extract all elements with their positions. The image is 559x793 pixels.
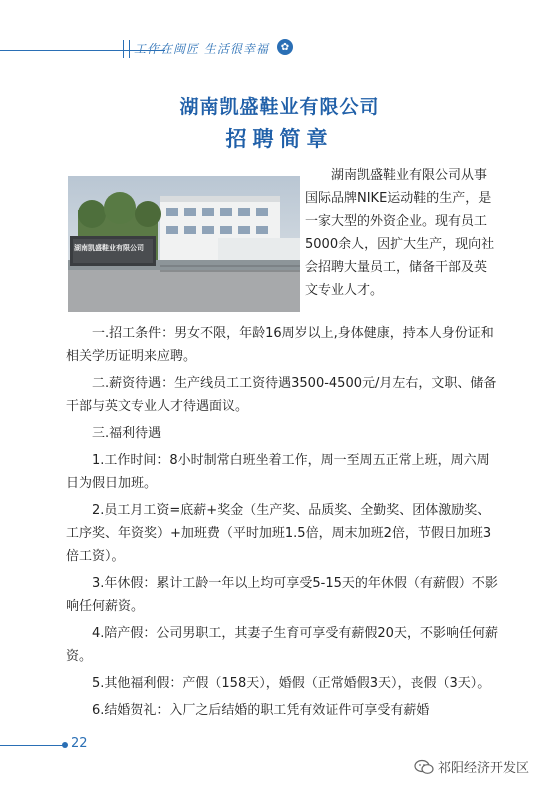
section-conditions: 一.招工条件：男女不限，年龄16周岁以上,身体健康，持本人身份证和相关学历证明来应聘。 xyxy=(66,326,494,364)
footer-dot xyxy=(62,742,68,748)
intro-text: 湖南凯盛鞋业有限公司从事国际品牌NIKE运动鞋的生产，是一家大型的外资企业。现有员工5000余人，因扩大生产，现向社会招聘大量员工，储备干部及英文专业人才。 xyxy=(305,168,495,298)
benefit-wedding-gift: 6.结婚贺礼：入厂之后结婚的职工凭有效证件可享受有薪婚 xyxy=(92,703,430,718)
benefit-other-leave: 5.其他福利假：产假（158天），婚假（正常婚假3天），丧假（3天）。 xyxy=(92,676,491,691)
section-benefits-heading: 三.福利待遇 xyxy=(92,426,162,441)
footer-rule xyxy=(0,745,64,746)
benefit-monthly-pay: 2.员工月工资=底薪+奖金（生产奖、品质奖、全勤奖、团体激励奖、工序奖、年资奖）+加班费（平时加班1.5倍，周末加班2倍，节假日加班3倍工资）。 xyxy=(66,503,492,564)
watermark-text: 祁阳经济开发区 xyxy=(438,761,530,776)
benefit-paternity-leave: 4.陪产假：公司男职工，其妻子生育可享受有薪假20天，不影响任何薪资。 xyxy=(66,626,498,664)
wechat-watermark xyxy=(414,757,529,776)
benefit-working-hours: 1.工作时间：8小时制常白班坐着工作，周一至周五正常上班，周六周日为假日加班。 xyxy=(66,453,490,491)
header-divider xyxy=(129,40,130,58)
wechat-icon xyxy=(414,759,434,775)
recruitment-body xyxy=(66,322,500,726)
section-salary: 二.薪资待遇：生产线员工工资待遇3500-4500元/月左右，文职、储备干部与英文专业人才待遇面议。 xyxy=(66,376,497,414)
benefit-annual-leave: 3.年休假：累计工龄一年以上均可享受5-15天的年休假（有薪假）不影响任何薪资。 xyxy=(66,576,498,614)
factory-photo xyxy=(68,176,300,312)
page-number: 22 xyxy=(71,736,88,751)
header-divider xyxy=(123,40,124,58)
gate-sign-text: 湖南凯盛鞋业有限公司 xyxy=(74,244,144,252)
company-title: 湖南凯盛鞋业有限公司 xyxy=(179,96,380,118)
header-slogan: 工作在闽匠 生活很幸福 xyxy=(134,42,269,56)
intro-paragraph xyxy=(305,164,497,302)
document-title: 招聘简章 xyxy=(225,127,334,151)
header-emblem-icon: ✿ xyxy=(277,39,293,55)
